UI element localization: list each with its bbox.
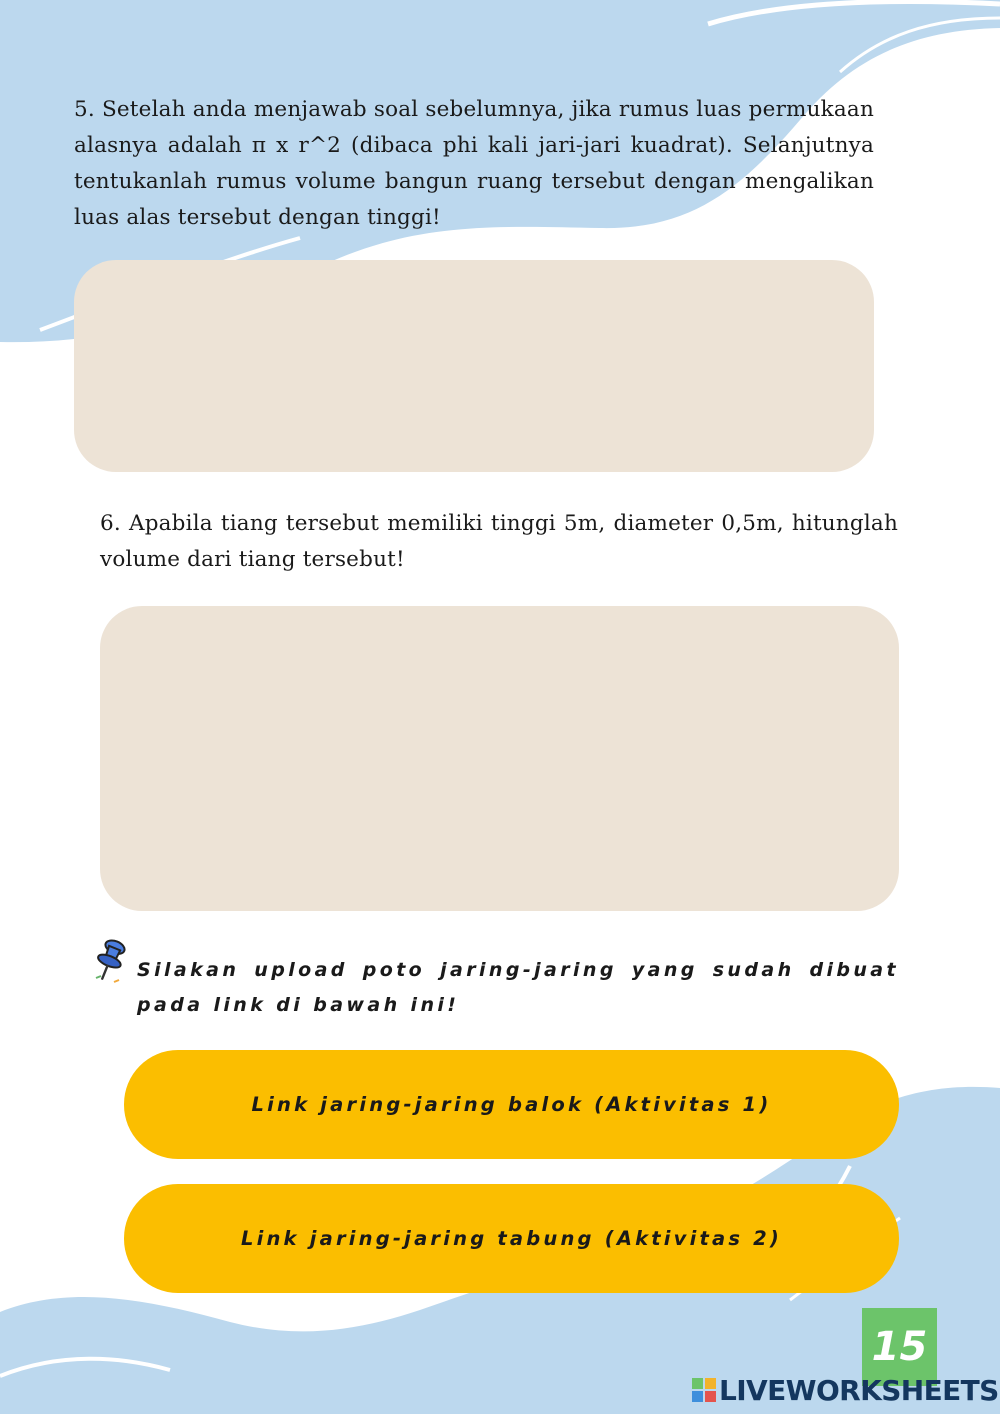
question-5-text: 5. Setelah anda menjawab soal sebelumnya, jika rumus luas permukaan alasnya adalah π x r^2 (dibaca phi kali jari-jari kuadrat). Selanjutnya tentukanlah rumus volume bangun ruang tersebut dengan mengalikan luas alas tersebut dengan tinggi! [74,97,874,230]
link-button-label: Link jaring-jaring tabung (Aktivitas 2) [240,1227,783,1250]
page-number-badge: 15 [862,1308,937,1386]
question-6-answer-field[interactable] [100,606,899,911]
question-6-text: 6. Apabila tiang tersebut memiliki tinggi 5m, diameter 0,5m, hitunglah volume dari tiang tersebut! [100,511,898,572]
liveworksheets-brand[interactable] [692,1371,999,1409]
liveworksheets-wordmark: LIVEWORKSHEETS [719,1373,999,1407]
liveworksheets-logo-icon [692,1378,716,1402]
upload-instruction-text: Silakan upload poto jaring-jaring yang sudah dibuat pada link di bawah ini! [137,959,899,1016]
link-button-label: Link jaring-jaring balok (Aktivitas 1) [251,1093,772,1116]
question-5-answer-field[interactable] [74,260,874,472]
link-button-balok[interactable] [124,1050,899,1159]
pushpin-icon [92,938,126,986]
link-button-tabung[interactable] [124,1184,899,1293]
